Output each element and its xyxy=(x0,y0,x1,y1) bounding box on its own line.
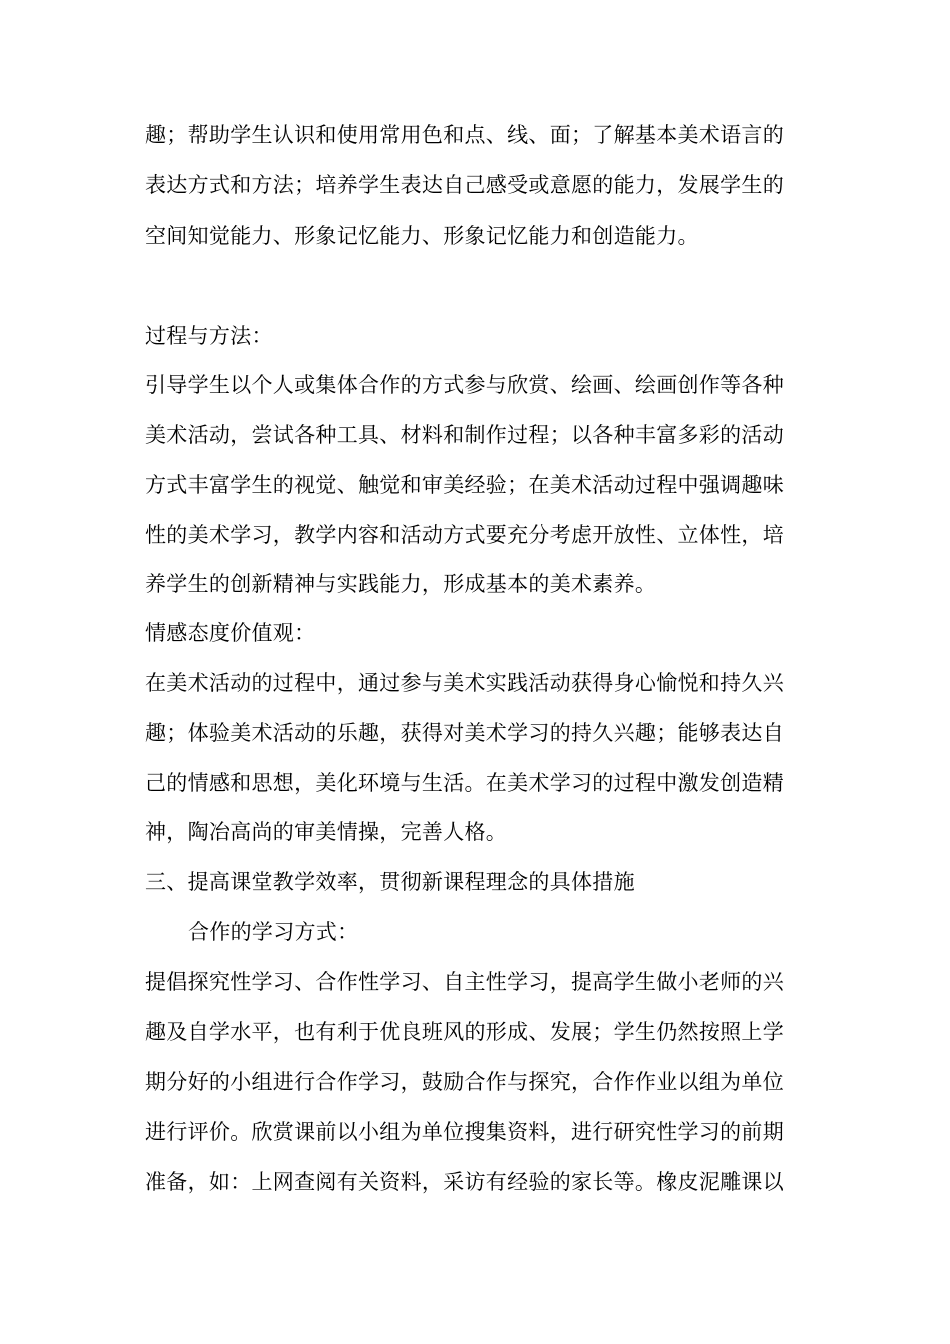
text-line: 准备，如：上网查阅有关资料，采访有经验的家长等。橡皮泥雕课以 xyxy=(145,1170,784,1194)
text-line: 美术活动，尝试各种工具、材料和制作过程；以各种丰富多彩的活动 xyxy=(145,423,784,447)
text-line: 趣；帮助学生认识和使用常用色和点、线、面；了解基本美术语言的 xyxy=(145,123,784,147)
text-line: 神，陶冶高尚的审美情操，完善人格。 xyxy=(145,820,508,844)
text-line: 己的情感和思想，美化环境与生活。在美术学习的过程中激发创造精 xyxy=(145,771,784,795)
section-heading: 三、提高课堂教学效率，贯彻新课程理念的具体措施 xyxy=(145,870,635,894)
text-line: 趣；体验美术活动的乐趣，获得对美术学习的持久兴趣；能够表达自 xyxy=(145,721,784,745)
section-heading: 情感态度价值观： xyxy=(145,621,316,645)
text-line: 性的美术学习，教学内容和活动方式要充分考虑开放性、立体性，培 xyxy=(145,523,784,547)
text-line: 进行评价。欣赏课前以小组为单位搜集资料，进行研究性学习的前期 xyxy=(145,1120,784,1144)
subsection-heading: 合作的学习方式： xyxy=(188,920,359,944)
text-line: 趣及自学水平，也有利于优良班风的形成、发展；学生仍然按照上学 xyxy=(145,1020,784,1044)
text-line: 在美术活动的过程中，通过参与美术实践活动获得身心愉悦和持久兴 xyxy=(145,671,784,695)
text-line: 提倡探究性学习、合作性学习、自主性学习，提高学生做小老师的兴 xyxy=(145,970,784,994)
text-line: 养学生的创新精神与实践能力，形成基本的美术素养。 xyxy=(145,572,657,596)
text-line: 空间知觉能力、形象记忆能力、形象记忆能力和创造能力。 xyxy=(145,224,699,248)
text-line: 表达方式和方法；培养学生表达自己感受或意愿的能力，发展学生的 xyxy=(145,173,784,197)
section-heading: 过程与方法： xyxy=(145,324,273,348)
text-line: 引导学生以个人或集体合作的方式参与欣赏、绘画、绘画创作等各种 xyxy=(145,373,784,397)
text-line: 方式丰富学生的视觉、触觉和审美经验；在美术活动过程中强调趣味 xyxy=(145,473,784,497)
text-line: 期分好的小组进行合作学习，鼓励合作与探究，合作作业以组为单位 xyxy=(145,1070,784,1094)
